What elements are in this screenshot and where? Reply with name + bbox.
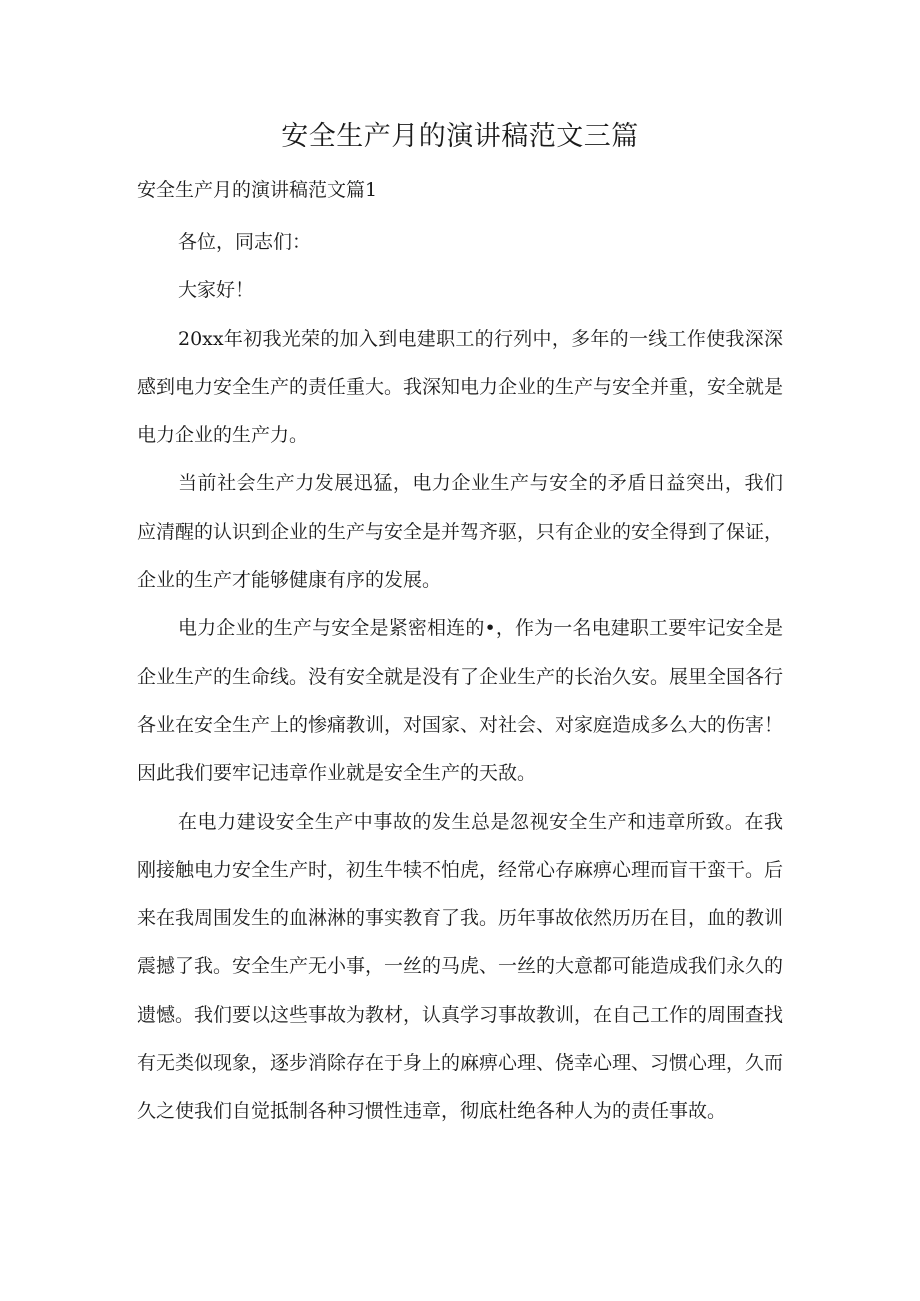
document-title: 安全生产月的演讲稿范文三篇 xyxy=(281,121,639,152)
paragraph: 当前社会生产力发展迅猛，电力企业生产与安全的矛盾日益突出，我们应清醒的认识到企业的生产与安全是并驾齐驱，只有企业的安全得到了保证，企业的生产才能够健康有序的发展。 xyxy=(137,472,784,592)
paragraph-greeting: 大家好！ xyxy=(178,279,255,302)
section-heading: 安全生产月的演讲稿范文篇1 xyxy=(137,179,378,201)
paragraph: 20xx年初我光荣的加入到电建职工的行列中，多年的一线工作使我深深感到电力安全生产的责任重大。我深知电力企业的生产与安全并重，安全就是电力企业的生产力。 xyxy=(137,327,784,447)
body-text xyxy=(137,218,783,1136)
paragraph-salutation: 各位，同志们： xyxy=(178,231,312,253)
paragraph: 电力企业的生产与安全是紧密相连的•，作为一名电建职工要牢记安全是企业生产的生命线。没有安全就是没有了企业生产的长治久安。展里全国各行各业在安全生产上的惨痛教训，对国家、对社会、对家庭造成多么大的伤害！因此我们要牢记违章作业就是安全生产的天敌。 xyxy=(137,617,784,785)
paragraph: 在电力建设安全生产中事故的发生总是忽视安全生产和违章所致。在我刚接触电力安全生产时，初生牛犊不怕虎，经常心存麻痹心理而盲干蛮干。后来在我周围发生的血淋淋的事实教育了我。历年事故依然历历在目，血的教训震撼了我。安全生产无小事，一丝的马虎、一丝的大意都可能造成我们永久的遗憾。我们要以这些事故为教材，认真学习事故教训，在自己工作的周围查找有无类似现象，逐步消除存在于身上的麻痹心理、侥幸心理、习惯心理，久而久之使我们自觉抵制各种习惯性违章，彻底杜绝各种人为的责任事故。 xyxy=(137,810,784,1123)
